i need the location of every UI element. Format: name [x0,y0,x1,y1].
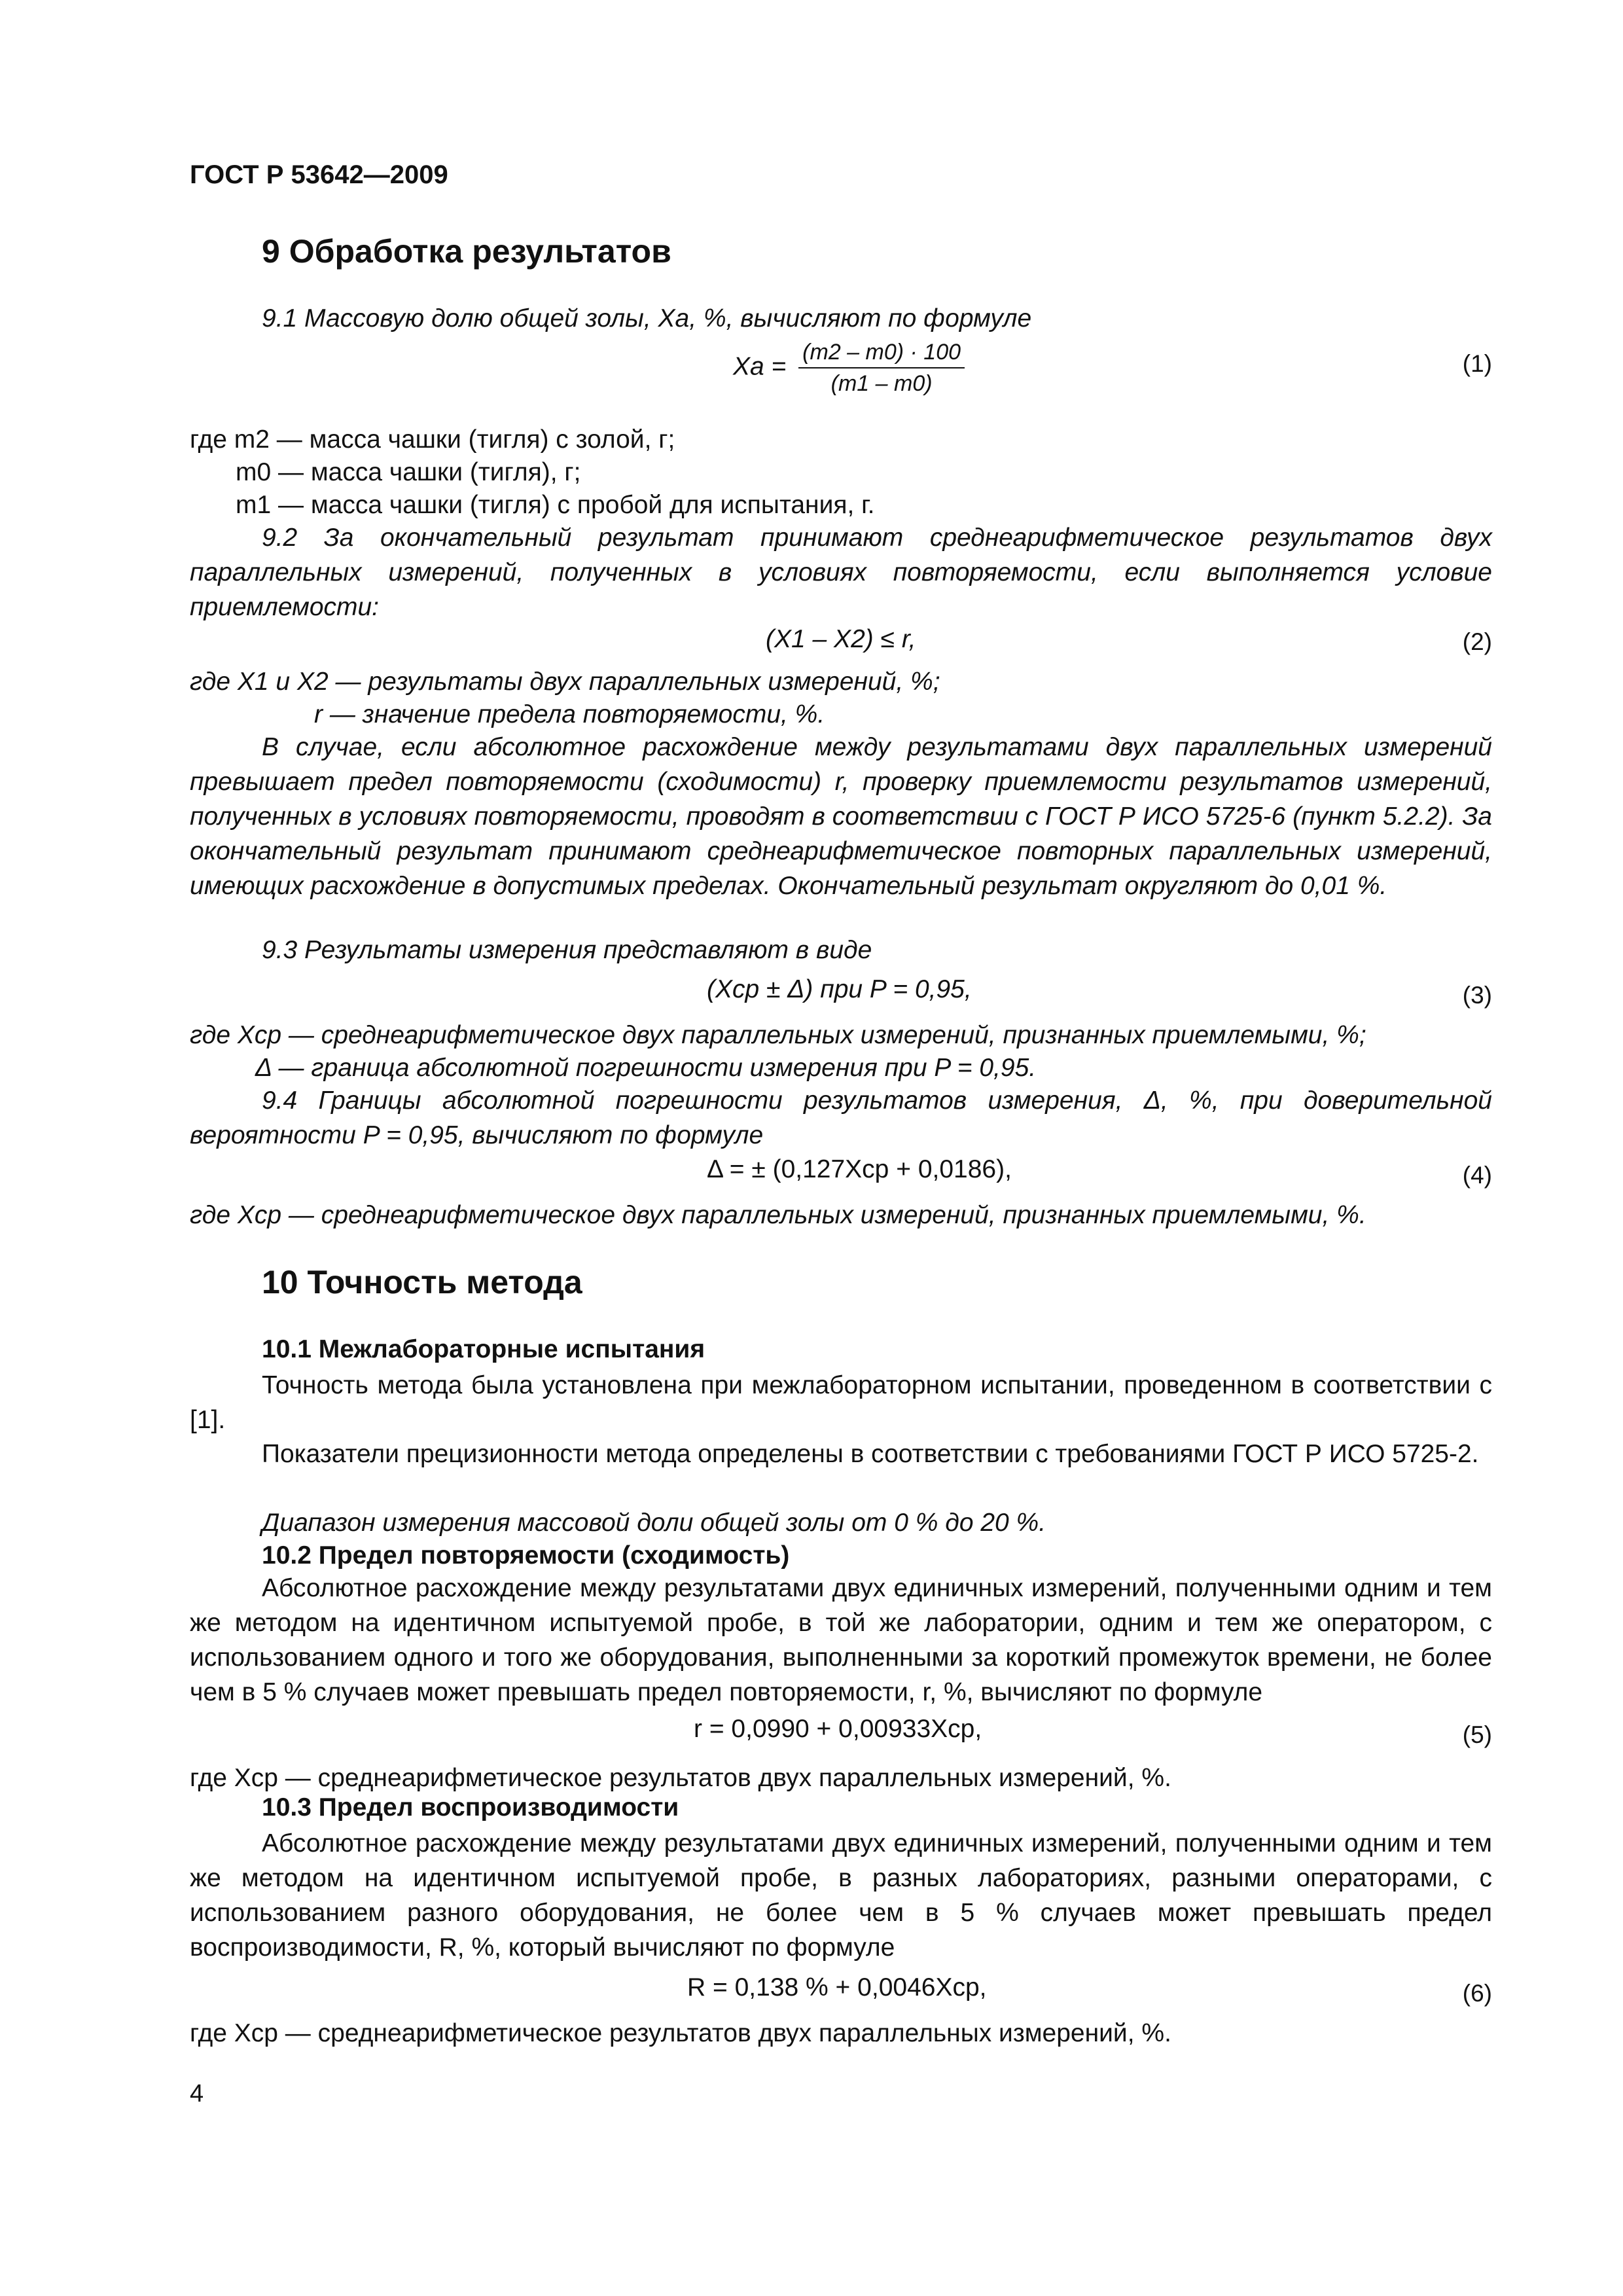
page-number: 4 [190,2080,204,2108]
paragraph-10-1-text-3: Диапазон измерения массовой доли общей золы от 0 % до 20 %. [262,1509,1046,1537]
equation-6: R = 0,138 % + 0,0046Xср, [687,1973,987,2001]
where-5-line: где Xср — среднеарифметическое результатов двух параллельных измерений, %. [190,1764,1171,1792]
equation-3: (Xср ± Δ) при P = 0,95, [707,975,972,1003]
document-header: ГОСТ Р 53642—2009 [190,160,448,189]
where-4-line: где Xср — среднеарифметическое двух параллельных измерений, признанных приемлемыми, %. [190,1201,1366,1229]
equation-1-numerator: (m2 – m0) · 100 [798,337,965,368]
paragraph-9-1: 9.1 Массовую долю общей золы, Xa, %, вычисляют по формуле [262,304,1032,332]
where-1-line-1: где m2 — масса чашки (тигля) с золой, г; [190,425,675,454]
equation-1-denominator: (m1 – m0) [830,371,933,396]
where-1-line-2: m0 — масса чашки (тигля), г; [236,458,581,486]
equation-2-number: (2) [1462,628,1492,655]
equation-1-lhs: Xa = [733,352,787,381]
paragraph-10-2-text: Абсолютное расхождение между результатами двух единичных измерений, полученными одним и тем же методом на идентичном испытуемой пробе, в той же лаборатории, одним и тем же оператором, с использованием одного и того же оборудования, выполненными за короткий промежуток времени, не более чем в 5 % случаев может превышать предел повторяемости, r, %, вычисляют по формуле [190,1574,1492,1706]
paragraph-10-1-text-2: Показатели прецизионности метода определены в соответствии с требованиями ГОСТ Р ИСО 5725-2. [262,1440,1479,1468]
paragraph-9-2: 9.2 За окончательный результат принимают среднеарифметическое результатов двух параллельных измерений, полученных в условиях повторяемости, если выполняется условие приемлемости: [190,524,1492,621]
equation-4-number: (4) [1462,1162,1492,1189]
subsection-10-1-title: 10.1 Межлабораторные испытания [262,1335,705,1363]
paragraph-9-4: 9.4 Границы абсолютной погрешности результатов измерения, Δ, %, при доверительной вероятности P = 0,95, вычисляют по формуле [190,1086,1492,1149]
subsection-10-2-title: 10.2 Предел повторяемости (сходимость) [262,1541,790,1570]
equation-1 [733,337,965,399]
equation-5-number: (5) [1462,1721,1492,1748]
where-6-line: где Xср — среднеарифметическое результатов двух параллельных измерений, %. [190,2019,1171,2047]
paragraph-9-2-continued: В случае, если абсолютное расхождение между результатами двух параллельных измерений превышает предел повторяемости (сходимости) r, проверку приемлемости результатов измерений, полученных в условиях повторяемости, проводят в соответствии с ГОСТ Р ИСО 5725-6 (пункт 5.2.2). За окончательный результат принимают среднеарифметическое повторных параллельных измерений, имеющих расхождение в допустимых пределах. Окончательный результат округляют до 0,01 %. [190,733,1492,900]
equation-1-fraction [798,337,965,399]
where-2-line-1: где X1 и X2 — результаты двух параллельных измерений, %; [190,668,940,696]
paragraph-9-3: 9.3 Результаты измерения представляют в виде [262,936,872,964]
equation-3-number: (3) [1462,982,1492,1009]
subsection-10-3-title: 10.3 Предел воспроизводимости [262,1793,679,1821]
section-9-title: 9 Обработка результатов [262,233,671,270]
equation-2: (X1 – X2) ≤ r, [766,625,916,653]
equation-4: Δ = ± (0,127Xср + 0,0186), [707,1155,1012,1183]
paragraph-10-1-text-1: Точность метода была установлена при межлабораторном испытании, проведенном в соответствии с [1]. [190,1371,1492,1434]
where-3-line-1: где Xср — среднеарифметическое двух параллельных измерений, признанных приемлемыми, %; [190,1021,1366,1049]
equation-1-number: (1) [1462,350,1492,377]
where-3-line-2: Δ — граница абсолютной погрешности измерения при P = 0,95. [255,1054,1037,1082]
section-10-title: 10 Точность метода [262,1264,582,1300]
equation-6-number: (6) [1462,1980,1492,2007]
where-1-line-3: m1 — масса чашки (тигля) с пробой для испытания, г. [236,491,875,519]
equation-5: r = 0,0990 + 0,00933Xср, [694,1715,982,1743]
where-2-line-2: r — значение предела повторяемости, %. [314,700,825,728]
paragraph-10-3-text: Абсолютное расхождение между результатами двух единичных измерений, полученными одним и тем же методом на идентичном испытуемой пробе, в разных лабораториях, разными операторами, с использованием разного оборудования, не более чем в 5 % случаев может превышать предел воспроизводимости, R, %, который вычисляют по формуле [190,1829,1492,1962]
